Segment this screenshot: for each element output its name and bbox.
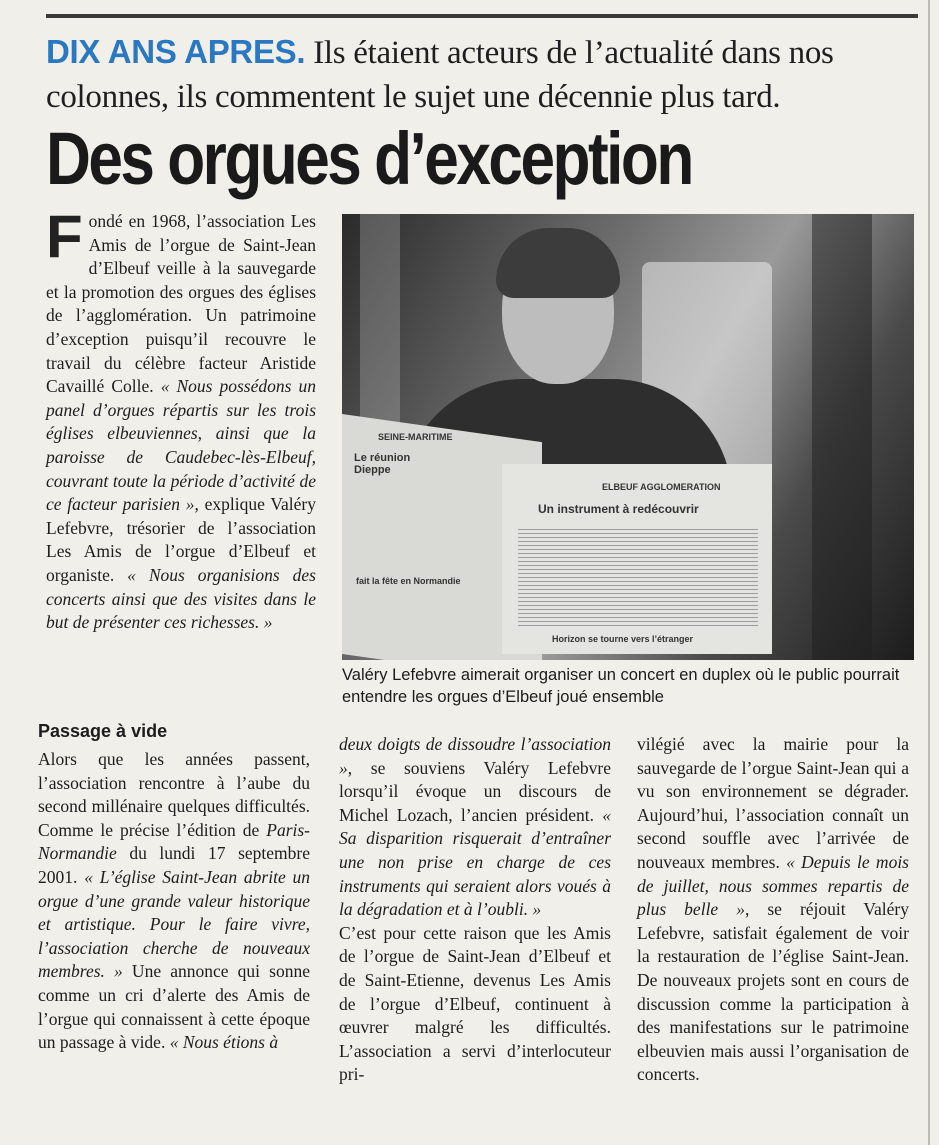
intro-text-2: , explique Valéry Lefebvre, trésorier de l’association Les Amis de l’orgue d’Elbeuf et organiste. [46, 494, 317, 585]
article-photo [342, 214, 914, 660]
kicker-tag: DIX ANS APRES. [46, 33, 306, 70]
col2-text-1: , se souviens Valéry Lefebvre lorsqu’il évoque un discours de Michel Lozach, l’ancien président. [339, 757, 611, 825]
top-rule [46, 14, 918, 18]
paper-left-footer: fait la fête en Normandie [356, 576, 461, 586]
column-1 [38, 718, 310, 1055]
intro-quote-1: « Nous possédons un panel d’orgues répartis sur les trois églises elbeuviennes, ainsi que la paroisse de Caudebec-lès-Elbeuf, couvrant toute la période d’activité de ce facteur parisien » [46, 376, 316, 515]
section-subhead: Passage à vide [38, 721, 168, 741]
paper-right-footer: Horizon se tourne vers l’étranger [552, 634, 694, 644]
headline: Des orgues d’exception [46, 117, 692, 200]
paper-right-headline: Un instrument à redécouvrir [538, 502, 699, 516]
col1-text-3: Une annonce qui sonne comme un cri d’alerte des Amis de l’orgue qui connaissent à cette époque un passage à vide. [38, 961, 310, 1053]
intro-quote-2: « Nous organisions des concerts ainsi que des visites dans le but de présenter ces richesses. » [46, 564, 316, 633]
intro-column [46, 203, 317, 635]
page-fold [928, 0, 930, 1145]
col1-text-1: Alors que les années passent, l’association rencontre à l’aube du second millénaire quelques difficultés. Comme le précise l’édition de [38, 749, 310, 840]
col1-quote: « L’église Saint-Jean abrite un orgue d’une grande valeur historique et artistique. Pour le faire vivre, l’association cherche de nouveaux membres. » [38, 866, 311, 982]
photo-caption: Valéry Lefebvre aimerait organiser un concert en duplex où le public pourrait entendre les orgues d’Elbeuf joué ensemble [342, 666, 900, 706]
column-2 [339, 733, 611, 1087]
paper-text-lines [518, 526, 758, 626]
paper-left-headline: Le réunion Dieppe [354, 452, 411, 476]
column-3 [637, 733, 909, 1087]
col2-quote-cont: deux doigts de dissoudre l’association » [339, 734, 611, 778]
col3-quote: « Depuis le mois de juillet, nous sommes repartis de plus belle » [637, 851, 909, 920]
drop-cap: F [46, 203, 83, 270]
col2-text-2: C’est pour cette raison que les Amis de l’orgue de Saint-Jean d’Elbeuf et de Saint-Etienne, devenus Les Amis de l’orgue d’Elbeuf, continuent à œuvrer malgré les difficultés. L’association a servi d’interlocuteur pri- [339, 922, 611, 1085]
col1-quote-end: « Nous étions à [169, 1032, 279, 1053]
col3-text-2: , se réjouit Valéry Lefebvre, satisfait également de voir la restauration de l’église Saint-Jean. De nouveaux projets sont en cours de discussion comme la participation à des manifestations sur le patrimoine elbeuvien mais aussi l’organisation de concerts. [637, 899, 909, 1085]
col3-text-1: vilégié avec la mairie pour la sauvegarde de l’orgue Saint-Jean qui a vu son environnement se dégrader. Aujourd’hui, l’association connaît un second souffle avec l’arrivée de nouveaux membres. [637, 734, 909, 872]
intro-text-1: ondé en 1968, l’association Les Amis de l’orgue de Saint-Jean d’Elbeuf veille à la sauvegarde et la promotion des orgues des églises de l’agglomération. Un patrimoine d’exception puisqu’il recouvre le travail du célèbre facteur Aristide Cavaillé Colle. [46, 211, 316, 397]
paper-right-header: ELBEUF AGGLOMERATION [602, 482, 721, 492]
paper-left-header: SEINE-MARITIME [378, 432, 453, 442]
kicker-text: Ils étaient acteurs de l’actualité dans nos colonnes, ils commentent le sujet une décennie plus tard. [46, 35, 834, 115]
photo-person-hair [496, 228, 620, 298]
col1-text-2: du lundi 17 septembre 2001. [38, 843, 310, 887]
photo-pillar [812, 214, 872, 660]
kicker [46, 30, 916, 119]
col2-quote: « Sa disparition risquerait d’entraîner une non prise en charge de ces instruments qui seraient alors voués à la dégradation et à l’oubli. » [339, 804, 611, 920]
col1-source: Paris-Normandie [38, 819, 310, 864]
